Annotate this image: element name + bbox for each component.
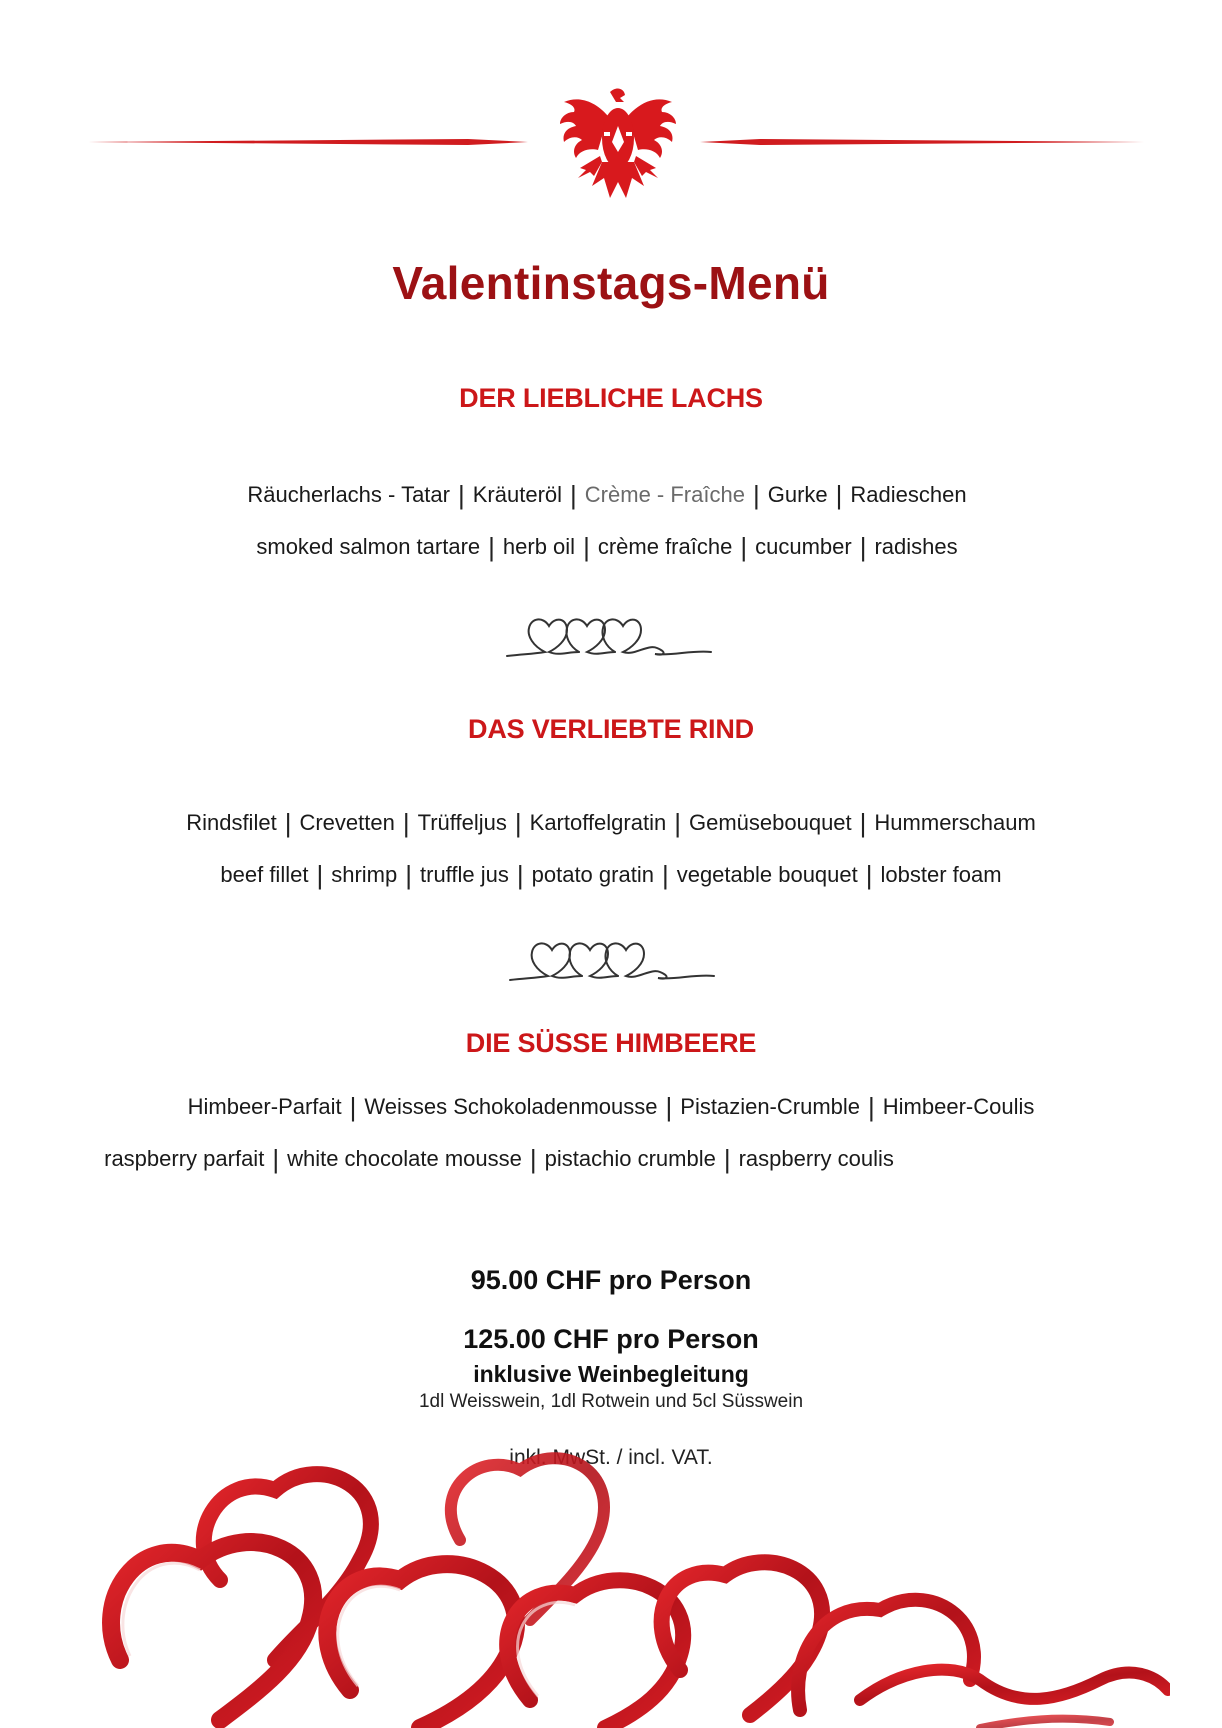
- course-himbeere-english: [0, 1142, 1110, 1173]
- dish-item: pistachio crumble: [544, 1146, 716, 1171]
- dish-item: white chocolate mousse: [287, 1146, 522, 1171]
- separator: |: [723, 1144, 731, 1174]
- dish-item: radishes: [874, 534, 958, 559]
- separator: |: [457, 480, 465, 510]
- wine-pairing-label: inklusive Weinbegleitung: [473, 1361, 749, 1387]
- separator: |: [316, 860, 324, 890]
- header-rule-left: [88, 138, 528, 146]
- course-lachs-german: [0, 478, 1218, 509]
- dish-item: Weisses Schokoladenmousse: [364, 1094, 658, 1119]
- dish-item: Himbeer-Coulis: [882, 1094, 1035, 1119]
- dish-item: crème fraîche: [597, 534, 733, 559]
- dish-item: lobster foam: [880, 862, 1002, 887]
- separator: |: [284, 808, 292, 838]
- separator: |: [868, 1092, 875, 1122]
- dish-item: herb oil: [502, 534, 576, 559]
- separator: |: [570, 480, 577, 510]
- eagle-crest-icon: [558, 86, 678, 204]
- dish-item: Gemüsebouquet: [688, 810, 852, 835]
- heart-ribbons-image: [100, 1430, 1170, 1728]
- course-title-lachs: DER LIEBLICHE LACHS: [459, 383, 763, 413]
- course-title-rind: DAS VERLIEBTE RIND: [468, 714, 754, 744]
- separator: |: [402, 808, 410, 838]
- dish-item: potato gratin: [531, 862, 654, 887]
- dish-item: beef fillet: [220, 862, 309, 887]
- dish-item: Radieschen: [850, 482, 967, 507]
- separator: |: [661, 860, 669, 890]
- dish-item: raspberry coulis: [738, 1146, 894, 1171]
- separator: |: [514, 808, 522, 838]
- dish-item: Rindsfilet: [186, 810, 277, 835]
- dish-item: Crevetten: [299, 810, 395, 835]
- separator: |: [583, 532, 590, 562]
- vat-note: inkl. MwSt. / incl. VAT.: [509, 1446, 713, 1469]
- dish-item: Kartoffelgratin: [529, 810, 667, 835]
- dish-item: vegetable bouquet: [676, 862, 858, 887]
- header-rule-right: [700, 138, 1148, 146]
- separator: |: [740, 532, 748, 562]
- dish-item: shrimp: [331, 862, 398, 887]
- dish-item: Crème - Fraîche: [584, 482, 745, 507]
- separator: |: [529, 1144, 537, 1174]
- dish-item: Trüffeljus: [417, 810, 507, 835]
- course-title-himbeere: DIE SÜSSE HIMBEERE: [465, 1028, 757, 1058]
- separator: |: [835, 480, 843, 510]
- separator: |: [859, 808, 867, 838]
- separator: |: [405, 860, 412, 890]
- menu-title: Valentinstags-Menü: [392, 257, 830, 309]
- separator: |: [665, 1092, 673, 1122]
- separator: |: [488, 532, 495, 562]
- separator: |: [349, 1092, 357, 1122]
- price-basic: 95.00 CHF pro Person: [470, 1265, 752, 1295]
- three-hearts-icon: [505, 608, 715, 668]
- separator: |: [865, 860, 873, 890]
- separator: |: [674, 808, 681, 838]
- dish-item: Kräuteröl: [472, 482, 563, 507]
- separator: |: [272, 1144, 280, 1174]
- three-hearts-icon: [508, 932, 718, 992]
- dish-item: Gurke: [767, 482, 828, 507]
- dish-item: Hummerschaum: [874, 810, 1036, 835]
- separator: |: [859, 532, 867, 562]
- dish-item: truffle jus: [420, 862, 509, 887]
- course-rind-german: [0, 806, 1222, 837]
- dish-item: cucumber: [755, 534, 852, 559]
- dish-item: Räucherlachs - Tatar: [247, 482, 450, 507]
- course-lachs-english: [0, 530, 1218, 561]
- course-himbeere-german: [0, 1090, 1222, 1121]
- dish-item: raspberry parfait: [104, 1146, 265, 1171]
- wine-pairing-detail: 1dl Weisswein, 1dl Rotwein und 5cl Süsswein: [418, 1391, 804, 1412]
- course-rind-english: [0, 858, 1222, 889]
- separator: |: [752, 480, 760, 510]
- price-with-wine: 125.00 CHF pro Person: [463, 1324, 759, 1354]
- dish-item: smoked salmon tartare: [256, 534, 481, 559]
- dish-item: Himbeer-Parfait: [187, 1094, 342, 1119]
- separator: |: [516, 860, 524, 890]
- dish-item: Pistazien-Crumble: [680, 1094, 861, 1119]
